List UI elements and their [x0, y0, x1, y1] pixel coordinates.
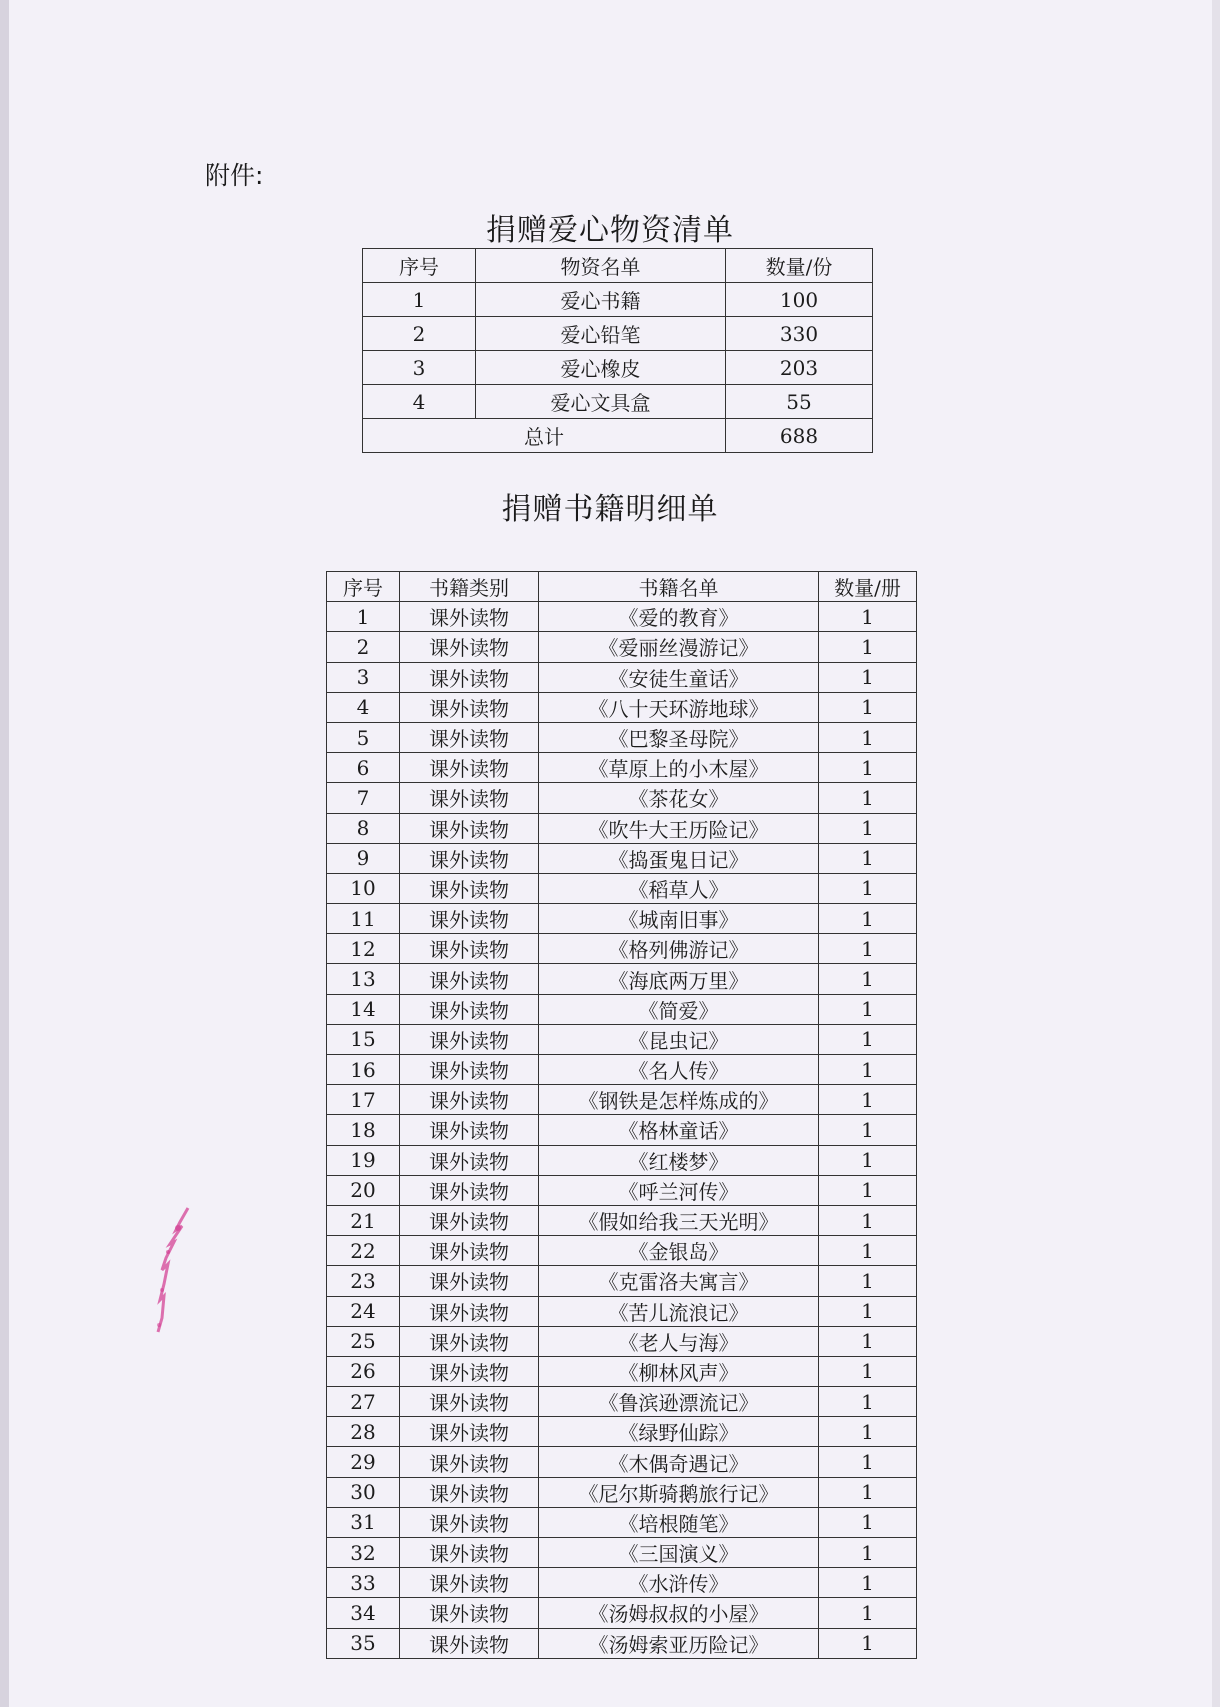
table-row [327, 1387, 917, 1417]
cell-category: 课外读物 [400, 843, 539, 873]
total-label: 总计 [363, 419, 726, 453]
cell-index: 3 [327, 662, 400, 692]
header-quantity: 数量/册 [819, 572, 917, 602]
cell-index: 1 [363, 283, 476, 317]
cell-index: 12 [327, 934, 400, 964]
table-row [363, 317, 873, 351]
cell-index: 8 [327, 813, 400, 843]
cell-book-name: 《柳林风声》 [539, 1356, 819, 1386]
cell-index: 29 [327, 1447, 400, 1477]
cell-category: 课外读物 [400, 1055, 539, 1085]
cell-quantity: 1 [819, 904, 917, 934]
cell-index: 21 [327, 1205, 400, 1235]
cell-quantity: 1 [819, 1507, 917, 1537]
books-title: 捐赠书籍明细单 [501, 492, 719, 527]
cell-book-name: 《水浒传》 [539, 1568, 819, 1598]
cell-quantity: 1 [819, 964, 917, 994]
cell-quantity: 1 [819, 1205, 917, 1235]
cell-quantity: 1 [819, 1024, 917, 1054]
cell-category: 课外读物 [400, 813, 539, 843]
cell-book-name: 《三国演义》 [539, 1538, 819, 1568]
cell-book-name: 《名人传》 [539, 1055, 819, 1085]
table-row [327, 1085, 917, 1115]
table-row [327, 1296, 917, 1326]
cell-index: 3 [363, 351, 476, 385]
cell-index: 1 [327, 602, 400, 632]
cell-category: 课外读物 [400, 1538, 539, 1568]
cell-book-name: 《吹牛大王历险记》 [539, 813, 819, 843]
cell-category: 课外读物 [400, 1266, 539, 1296]
cell-index: 19 [327, 1145, 400, 1175]
cell-quantity: 1 [819, 1296, 917, 1326]
table-row [327, 904, 917, 934]
cell-quantity: 1 [819, 1356, 917, 1386]
table-row [327, 722, 917, 752]
table-row [327, 753, 917, 783]
cell-index: 22 [327, 1236, 400, 1266]
cell-book-name: 《海底两万里》 [539, 964, 819, 994]
cell-category: 课外读物 [400, 964, 539, 994]
cell-book-name: 《红楼梦》 [539, 1145, 819, 1175]
cell-category: 课外读物 [400, 1175, 539, 1205]
cell-quantity: 100 [726, 283, 873, 317]
cell-category: 课外读物 [400, 1326, 539, 1356]
cell-category: 课外读物 [400, 1205, 539, 1235]
cell-index: 5 [327, 722, 400, 752]
cell-index: 35 [327, 1628, 400, 1658]
header-quantity: 数量/份 [726, 249, 873, 283]
table-row [327, 1175, 917, 1205]
cell-book-name: 《稻草人》 [539, 873, 819, 903]
cell-quantity: 1 [819, 692, 917, 722]
cell-quantity: 1 [819, 753, 917, 783]
cell-category: 课外读物 [400, 873, 539, 903]
cell-category: 课外读物 [400, 1085, 539, 1115]
table-row [327, 1628, 917, 1658]
table-row [327, 1417, 917, 1447]
cell-book-name: 《安徒生童话》 [539, 662, 819, 692]
cell-category: 课外读物 [400, 632, 539, 662]
cell-quantity: 1 [819, 1085, 917, 1115]
cell-book-name: 《钢铁是怎样炼成的》 [539, 1085, 819, 1115]
cell-book-name: 《茶花女》 [539, 783, 819, 813]
books-table [326, 571, 917, 1659]
cell-index: 23 [327, 1266, 400, 1296]
cell-category: 课外读物 [400, 1236, 539, 1266]
cell-category: 课外读物 [400, 904, 539, 934]
cell-quantity: 1 [819, 1055, 917, 1085]
cell-book-name: 《木偶奇遇记》 [539, 1447, 819, 1477]
cell-category: 课外读物 [400, 662, 539, 692]
cell-quantity: 1 [819, 632, 917, 662]
cell-book-name: 《简爱》 [539, 994, 819, 1024]
table-row [327, 632, 917, 662]
table-row [327, 964, 917, 994]
table-row [327, 783, 917, 813]
table-row [327, 1538, 917, 1568]
table-row [327, 1598, 917, 1628]
cell-book-name: 《捣蛋鬼日记》 [539, 843, 819, 873]
cell-book-name: 《爱丽丝漫游记》 [539, 632, 819, 662]
cell-index: 32 [327, 1538, 400, 1568]
cell-category: 课外读物 [400, 1477, 539, 1507]
cell-index: 13 [327, 964, 400, 994]
cell-quantity: 1 [819, 934, 917, 964]
cell-index: 17 [327, 1085, 400, 1115]
cell-category: 课外读物 [400, 753, 539, 783]
cell-category: 课外读物 [400, 783, 539, 813]
table-row [327, 1326, 917, 1356]
table-row [327, 1447, 917, 1477]
cell-index: 16 [327, 1055, 400, 1085]
cell-index: 10 [327, 873, 400, 903]
cell-index: 26 [327, 1356, 400, 1386]
cell-quantity: 330 [726, 317, 873, 351]
cell-index: 33 [327, 1568, 400, 1598]
cell-quantity: 1 [819, 1417, 917, 1447]
cell-index: 6 [327, 753, 400, 783]
cell-quantity: 55 [726, 385, 873, 419]
cell-category: 课外读物 [400, 722, 539, 752]
cell-quantity: 1 [819, 1538, 917, 1568]
cell-category: 课外读物 [400, 1115, 539, 1145]
cell-item-name: 爱心书籍 [476, 283, 726, 317]
table-row [327, 1145, 917, 1175]
cell-quantity: 1 [819, 1266, 917, 1296]
cell-item-name: 爱心铅笔 [476, 317, 726, 351]
cell-book-name: 《草原上的小木屋》 [539, 753, 819, 783]
cell-book-name: 《八十天环游地球》 [539, 692, 819, 722]
cell-quantity: 1 [819, 1447, 917, 1477]
table-row [363, 351, 873, 385]
cell-quantity: 1 [819, 1236, 917, 1266]
table-row [327, 843, 917, 873]
table-row [327, 934, 917, 964]
cell-category: 课外读物 [400, 934, 539, 964]
cell-index: 4 [327, 692, 400, 722]
cell-category: 课外读物 [400, 1628, 539, 1658]
cell-quantity: 1 [819, 994, 917, 1024]
supplies-table [362, 248, 873, 453]
cell-book-name: 《格林童话》 [539, 1115, 819, 1145]
cell-category: 课外读物 [400, 692, 539, 722]
page-edge-right [1212, 0, 1220, 1707]
cell-category: 课外读物 [400, 1145, 539, 1175]
cell-index: 25 [327, 1326, 400, 1356]
cell-index: 9 [327, 843, 400, 873]
table-header-row [363, 249, 873, 283]
table-row [327, 692, 917, 722]
cell-index: 27 [327, 1387, 400, 1417]
cell-category: 课外读物 [400, 1387, 539, 1417]
cell-quantity: 1 [819, 843, 917, 873]
cell-book-name: 《培根随笔》 [539, 1507, 819, 1537]
cell-quantity: 203 [726, 351, 873, 385]
header-book-name: 书籍名单 [539, 572, 819, 602]
cell-quantity: 1 [819, 1145, 917, 1175]
cell-index: 31 [327, 1507, 400, 1537]
cell-index: 18 [327, 1115, 400, 1145]
table-row [327, 994, 917, 1024]
cell-book-name: 《老人与海》 [539, 1326, 819, 1356]
table-row [327, 813, 917, 843]
cell-index: 20 [327, 1175, 400, 1205]
header-category: 书籍类别 [400, 572, 539, 602]
table-row [327, 602, 917, 632]
cell-book-name: 《金银岛》 [539, 1236, 819, 1266]
table-row [327, 1205, 917, 1235]
table-row [327, 1507, 917, 1537]
cell-index: 15 [327, 1024, 400, 1054]
cell-quantity: 1 [819, 1598, 917, 1628]
cell-item-name: 爱心橡皮 [476, 351, 726, 385]
ink-stain [150, 1200, 200, 1350]
cell-book-name: 《尼尔斯骑鹅旅行记》 [539, 1477, 819, 1507]
cell-quantity: 1 [819, 722, 917, 752]
cell-book-name: 《苦儿流浪记》 [539, 1296, 819, 1326]
cell-quantity: 1 [819, 1175, 917, 1205]
cell-category: 课外读物 [400, 1568, 539, 1598]
cell-quantity: 1 [819, 1628, 917, 1658]
cell-category: 课外读物 [400, 1417, 539, 1447]
header-item-name: 物资名单 [476, 249, 726, 283]
cell-quantity: 1 [819, 1115, 917, 1145]
cell-book-name: 《克雷洛夫寓言》 [539, 1266, 819, 1296]
table-row [327, 873, 917, 903]
cell-quantity: 1 [819, 1326, 917, 1356]
cell-index: 30 [327, 1477, 400, 1507]
cell-index: 28 [327, 1417, 400, 1447]
header-index: 序号 [363, 249, 476, 283]
total-value: 688 [726, 419, 873, 453]
table-row [327, 662, 917, 692]
cell-book-name: 《汤姆索亚历险记》 [539, 1628, 819, 1658]
table-header-row [327, 572, 917, 602]
cell-book-name: 《绿野仙踪》 [539, 1417, 819, 1447]
cell-index: 11 [327, 904, 400, 934]
cell-book-name: 《巴黎圣母院》 [539, 722, 819, 752]
table-row [327, 1568, 917, 1598]
table-row [327, 1236, 917, 1266]
cell-quantity: 1 [819, 783, 917, 813]
cell-category: 课外读物 [400, 1296, 539, 1326]
cell-quantity: 1 [819, 813, 917, 843]
cell-book-name: 《汤姆叔叔的小屋》 [539, 1598, 819, 1628]
cell-category: 课外读物 [400, 1356, 539, 1386]
cell-quantity: 1 [819, 1568, 917, 1598]
cell-book-name: 《假如给我三天光明》 [539, 1205, 819, 1235]
cell-book-name: 《呼兰河传》 [539, 1175, 819, 1205]
total-row [363, 419, 873, 453]
cell-index: 34 [327, 1598, 400, 1628]
cell-category: 课外读物 [400, 1024, 539, 1054]
cell-quantity: 1 [819, 602, 917, 632]
supplies-title: 捐赠爱心物资清单 [486, 213, 734, 248]
cell-category: 课外读物 [400, 1598, 539, 1628]
table-row [327, 1115, 917, 1145]
cell-quantity: 1 [819, 1387, 917, 1417]
cell-book-name: 《格列佛游记》 [539, 934, 819, 964]
cell-index: 7 [327, 783, 400, 813]
cell-index: 14 [327, 994, 400, 1024]
table-row [363, 385, 873, 419]
cell-category: 课外读物 [400, 602, 539, 632]
cell-quantity: 1 [819, 662, 917, 692]
cell-category: 课外读物 [400, 994, 539, 1024]
cell-index: 24 [327, 1296, 400, 1326]
attachment-label: 附件: [205, 161, 264, 190]
cell-category: 课外读物 [400, 1507, 539, 1537]
cell-index: 4 [363, 385, 476, 419]
cell-book-name: 《昆虫记》 [539, 1024, 819, 1054]
table-row [327, 1356, 917, 1386]
cell-book-name: 《鲁滨逊漂流记》 [539, 1387, 819, 1417]
cell-quantity: 1 [819, 873, 917, 903]
cell-quantity: 1 [819, 1477, 917, 1507]
header-index: 序号 [327, 572, 400, 602]
cell-index: 2 [327, 632, 400, 662]
table-row [327, 1477, 917, 1507]
table-row [363, 283, 873, 317]
table-row [327, 1266, 917, 1296]
table-row [327, 1055, 917, 1085]
page-edge-left [0, 0, 9, 1707]
cell-book-name: 《爱的教育》 [539, 602, 819, 632]
cell-book-name: 《城南旧事》 [539, 904, 819, 934]
cell-category: 课外读物 [400, 1447, 539, 1477]
table-row [327, 1024, 917, 1054]
cell-index: 2 [363, 317, 476, 351]
cell-item-name: 爱心文具盒 [476, 385, 726, 419]
